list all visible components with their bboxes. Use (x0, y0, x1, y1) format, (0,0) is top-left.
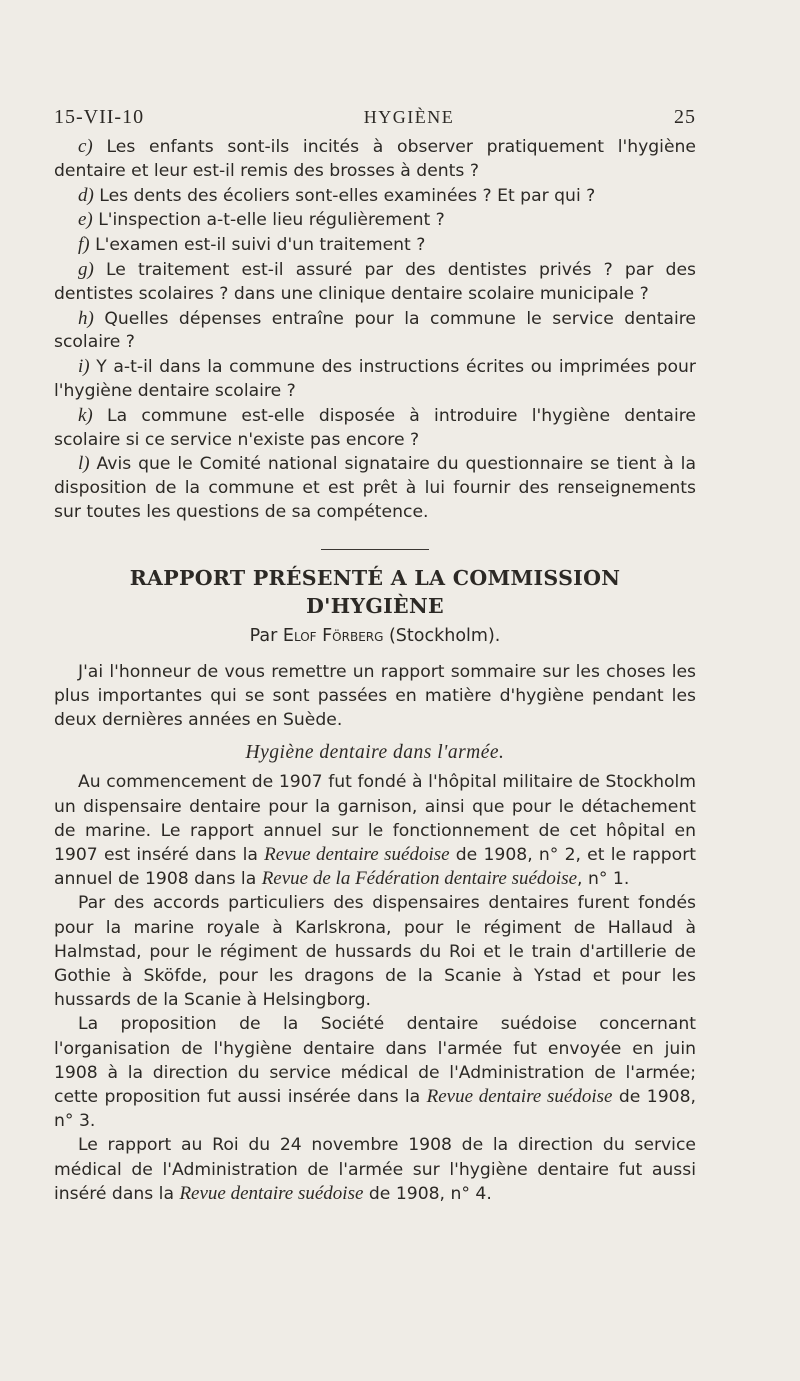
question-d: d) Les dents des écoliers sont-elles examinées ? Et par qui ? (78, 184, 596, 206)
question-i: i) Y a-t-il dans la commune des instructions écrites ou imprimées pour l'hygiène dentaire scolaire ? (54, 356, 696, 401)
page-number: 25 (673, 106, 696, 128)
subheading: Hygiène dentaire dans l'armée. (245, 742, 505, 764)
section-divider (321, 549, 429, 550)
questionnaire-list (54, 135, 696, 525)
paragraph-1: Au commencement de 1907 fut fondé à l'hôpital militaire de Stockholm un dispensaire dentaire pour la garnison, ainsi que pour le détachement de marine. Le rapport annuel sur le fonctionnement de cet hôpital en 1907 est inséré dans la Revue dentaire suédoise de 1908, n° 2, et le rapport annuel de 1908 dans la Revue de la Fédération dentaire suédoise, n° 1. (54, 772, 696, 890)
question-f: f) L'examen est-il suivi d'un traitement ? (78, 234, 426, 256)
author-name: Elof Förberg (282, 625, 384, 646)
question-l: l) Avis que le Comité national signataire du questionnaire se tient à la disposition de la commune et est prêt à lui fournir des renseignements sur toutes les questions de sa compétence. (54, 453, 696, 522)
byline: Par Elof Förberg (Stockholm). (249, 625, 501, 646)
paragraph-3: La proposition de la Société dentaire suédoise concernant l'organisation de l'hygiène dentaire dans l'armée fut envoyée en juin 1908 à la direction du service médical de l'Administration de l'armée; cette proposition fut aussi insérée dans la Revue dentaire suédoise de 1908, n° 3. (54, 1014, 696, 1132)
running-header (54, 106, 696, 129)
question-k: k) La commune est-elle disposée à introduire l'hygiène dentaire scolaire si ce service n'existe pas encore ? (54, 404, 696, 450)
paragraph-2: Par des accords particuliers des dispensaires dentaires furent fondés pour la marine royale à Karlskrona, pour le régiment de Hallaud à Halmstad, pour le régiment de hussards du Roi et le train d'artillerie de Gothie à Sköfde, pour les dragons de la Scanie à Ystad et pour les hussards de la Scanie à Helsingborg. (54, 893, 696, 1011)
question-g: g) Le traitement est-il assuré par des dentistes privés ? par des dentistes scolaires ? dans une clinique dentaire scolaire municipale ? (54, 258, 696, 304)
section-title: RAPPORT PRÉSENTÉ A LA COMMISSION D'HYGIÈNE (129, 565, 621, 618)
header-date: 15-VII-10 (54, 106, 145, 128)
question-e: e) L'inspection a-t-elle lieu régulièrement ? (78, 209, 445, 231)
question-c: c) Les enfants sont-ils incités à observer pratiquement l'hygiène dentaire et leur est-il remis des brosses à dents ? (54, 136, 696, 181)
question-h: h) Quelles dépenses entraîne pour la commune le service dentaire scolaire ? (54, 307, 696, 353)
paragraph-4: Le rapport au Roi du 24 novembre 1908 de la direction du service médical de l'Administration de l'armée sur l'hygiène dentaire fut aussi inséré dans la Revue dentaire suédoise de 1908, n° 4. (54, 1135, 696, 1204)
intro-paragraph: J'ai l'honneur de vous remettre un rapport sommaire sur les choses les plus importantes qui se sont passées en matière d'hygiène pendant les deux dernières années en Suède. (54, 661, 696, 731)
header-title: HYGIÈNE (363, 107, 455, 127)
